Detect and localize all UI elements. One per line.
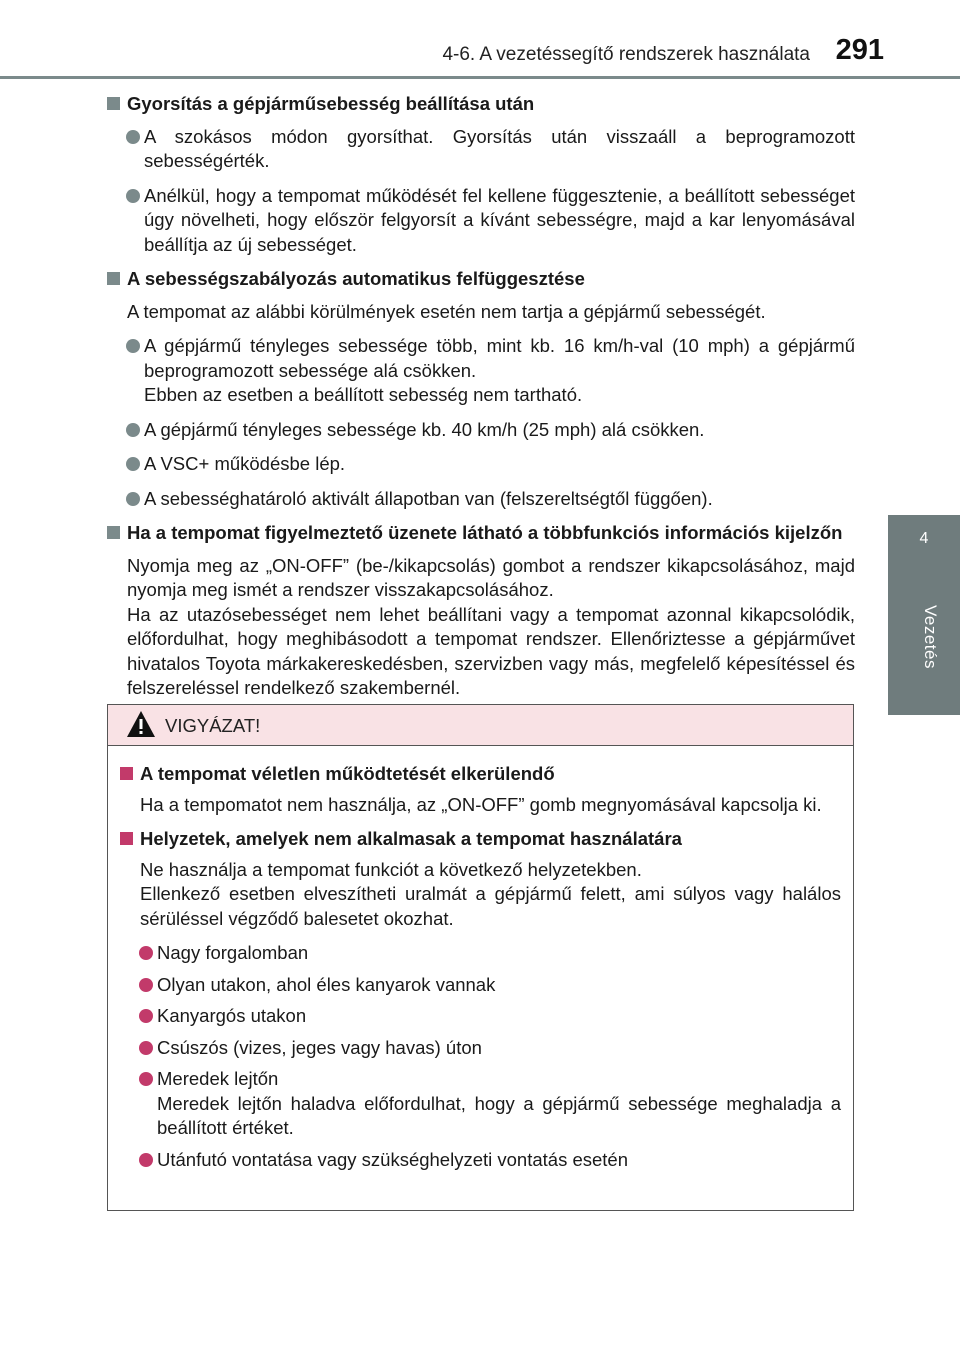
list-item: A szokásos módon gyorsíthat. Gyorsítás után visszaáll a beprogramozott sebességérték.	[107, 125, 855, 174]
caution-body	[108, 746, 853, 1172]
list-item: Nagy forgalomban	[120, 941, 841, 966]
list-item: Meredek lejtőn Meredek lejtőn haladva előfordulhat, hogy a gépjármű sebessége meghaladja a beállított értéket.	[120, 1067, 841, 1141]
chapter-tab-label: Vezetés	[921, 605, 940, 669]
circle-bullet-icon	[126, 130, 140, 144]
circle-bullet-icon	[126, 423, 140, 437]
square-bullet-icon	[107, 97, 120, 110]
paragraph: Ne használja a tempomat funkciót a következő helyzetekben. Ellenkező esetben elveszítheti uralmát a gépjármű felett, ami súlyos vagy halálos sérüléssel végződő balesetet okozhat.	[140, 858, 841, 929]
square-bullet-icon	[120, 767, 133, 780]
list-item: A sebességhatároló aktivált állapotban van (felszereltségtől függően).	[107, 487, 855, 512]
list-item: A VSC+ működésbe lép.	[107, 452, 855, 477]
circle-bullet-icon	[139, 1153, 153, 1167]
caution-box	[107, 704, 854, 1211]
warning-triangle-icon	[126, 710, 156, 738]
paragraph: Ha a tempomatot nem használja, az „ON-OFF” gomb megnyomásával kapcsolja ki.	[140, 793, 822, 815]
section-title: Gyorsítás a gépjárműsebesség beállítása után	[107, 92, 855, 117]
square-bullet-icon	[107, 272, 120, 285]
circle-bullet-icon	[139, 946, 153, 960]
section-title: A sebességszabályozás automatikus felfüggesztése	[107, 267, 855, 292]
list-item: Anélkül, hogy a tempomat működését fel kellene függesztenie, a beállított sebességet úgy növelheti, hogy először felgyorsít a kívánt sebességre, majd a kar lenyomásával beállítja az új sebességet.	[107, 184, 855, 258]
chapter-tab	[888, 515, 960, 595]
caution-section-title: Helyzetek, amelyek nem alkalmasak a tempomat használatára	[120, 827, 841, 852]
chapter-tab-number: 4	[919, 530, 929, 547]
list-item-note: Meredek lejtőn haladva előfordulhat, hogy a gépjármű sebessége meghaladja a beállított értéket.	[157, 1092, 841, 1138]
page-number: 291	[835, 34, 884, 66]
circle-bullet-icon	[139, 1072, 153, 1086]
list-item: Csúszós (vizes, jeges vagy havas) úton	[120, 1036, 841, 1061]
header-divider	[0, 76, 960, 79]
circle-bullet-icon	[126, 492, 140, 506]
circle-bullet-icon	[139, 1009, 153, 1023]
list-item: Utánfutó vontatása vagy szükséghelyzeti vontatás esetén	[120, 1148, 841, 1173]
main-content	[107, 92, 855, 711]
caution-header	[108, 705, 853, 746]
circle-bullet-icon	[126, 339, 140, 353]
chapter-title: 4-6. A vezetéssegítő rendszerek használata	[442, 44, 810, 65]
list-item: A gépjármű tényleges sebessége kb. 40 km/h (25 mph) alá csökken.	[107, 418, 855, 443]
paragraph: Nyomja meg az „ON-OFF” (be-/kikapcsolás) gombot a rendszer kikapcsolásához, majd nyomja meg ismét a rendszer visszakapcsolásához. Ha az utazósebességet nem lehet beállítani vagy a tempomat azonnal kikapcsolódik, előfordulhat, hogy meghibásodott a tempomat rendszer. Ellenőriztesse a gépjárművet hivatalos Toyota márkakereskedésben, szervizben vagy más, megfelelő képesítéssel és felszereléssel rendelkező szakembernél.	[127, 554, 855, 698]
caution-section-title: A tempomat véletlen működtetését elkerülendő	[120, 762, 841, 787]
circle-bullet-icon	[126, 457, 140, 471]
square-bullet-icon	[107, 526, 120, 539]
square-bullet-icon	[120, 832, 133, 845]
page-header	[0, 0, 960, 82]
section-intro: A tempomat az alábbi körülmények esetén nem tartja a gépjármű sebességét.	[127, 300, 766, 322]
section-title: Ha a tempomat figyelmeztető üzenete látható a többfunkciós információs kijelzőn	[107, 521, 855, 546]
list-item: A gépjármű tényleges sebessége több, mint kb. 16 km/h-val (10 mph) a gépjármű beprogramozott sebessége alá csökken. Ebben az esetben a beállított sebesség nem tartható.	[107, 334, 855, 408]
list-item: Olyan utakon, ahol éles kanyarok vannak	[120, 973, 841, 998]
list-item: Kanyargós utakon	[120, 1004, 841, 1029]
circle-bullet-icon	[126, 189, 140, 203]
circle-bullet-icon	[139, 1041, 153, 1055]
list-item-note: Ebben az esetben a beállított sebesség nem tartható.	[144, 384, 583, 405]
circle-bullet-icon	[139, 978, 153, 992]
caution-label: VIGYÁZAT!	[165, 715, 261, 736]
